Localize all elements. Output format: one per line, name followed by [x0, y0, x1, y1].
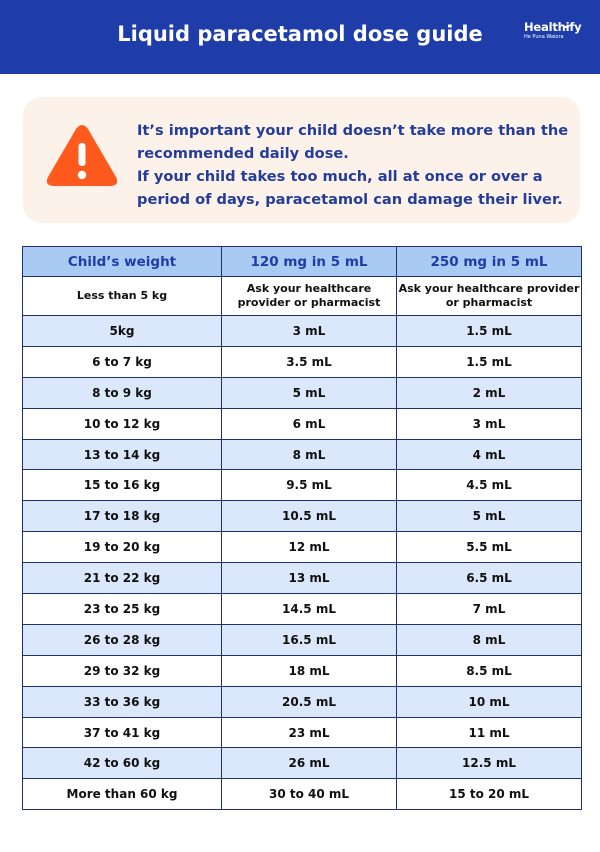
warning-box: [23, 97, 580, 223]
warning-triangle-icon: [45, 124, 119, 188]
page-title: Liquid paracetamol dose guide: [117, 22, 483, 46]
logo-subtext: He Puna Waiora: [524, 34, 564, 40]
dose-250mg-cell: 1.5 mL: [397, 316, 582, 347]
table-row: [23, 377, 582, 408]
dose-250mg-cell: 7 mL: [397, 594, 582, 625]
warning-text: [137, 119, 572, 211]
dose-120mg-cell: 3 mL: [222, 316, 397, 347]
table-row: [23, 470, 582, 501]
dose-120mg-cell: Ask your healthcare provider or pharmacist: [222, 277, 397, 316]
dose-table: [22, 246, 582, 810]
dose-120mg-cell: 5 mL: [222, 377, 397, 408]
dose-120mg-cell: 26 mL: [222, 748, 397, 779]
weight-cell: More than 60 kg: [23, 779, 222, 810]
weight-cell: Less than 5 kg: [23, 277, 222, 316]
logo-text: Healthify: [524, 20, 582, 34]
dose-250mg-cell: 6.5 mL: [397, 563, 582, 594]
dose-120mg-cell: 18 mL: [222, 655, 397, 686]
table-row: [23, 748, 582, 779]
dose-120mg-cell: 3.5 mL: [222, 346, 397, 377]
dose-120mg-cell: 8 mL: [222, 439, 397, 470]
table-row: [23, 501, 582, 532]
dose-250mg-cell: 3 mL: [397, 408, 582, 439]
weight-cell: 29 to 32 kg: [23, 655, 222, 686]
dose-120mg-cell: 30 to 40 mL: [222, 779, 397, 810]
table-row: [23, 277, 582, 316]
table-body: [23, 277, 582, 810]
dose-250mg-cell: 11 mL: [397, 717, 582, 748]
table-row: [23, 594, 582, 625]
healthify-logo[interactable]: [524, 21, 581, 41]
column-header-weight: Child’s weight: [23, 247, 222, 277]
dose-120mg-cell: 13 mL: [222, 563, 397, 594]
dose-250mg-cell: 5 mL: [397, 501, 582, 532]
table-row: [23, 439, 582, 470]
dose-120mg-cell: 6 mL: [222, 408, 397, 439]
table-row: [23, 532, 582, 563]
dose-250mg-cell: 1.5 mL: [397, 346, 582, 377]
dose-250mg-cell: 4.5 mL: [397, 470, 582, 501]
column-header-250mg: 250 mg in 5 mL: [397, 247, 582, 277]
weight-cell: 5kg: [23, 316, 222, 347]
weight-cell: 26 to 28 kg: [23, 624, 222, 655]
dose-250mg-cell: 10 mL: [397, 686, 582, 717]
dose-250mg-cell: 15 to 20 mL: [397, 779, 582, 810]
table-row: [23, 563, 582, 594]
table-row: [23, 655, 582, 686]
weight-cell: 6 to 7 kg: [23, 346, 222, 377]
dose-120mg-cell: 10.5 mL: [222, 501, 397, 532]
dose-120mg-cell: 20.5 mL: [222, 686, 397, 717]
weight-cell: 15 to 16 kg: [23, 470, 222, 501]
weight-cell: 13 to 14 kg: [23, 439, 222, 470]
column-header-120mg: 120 mg in 5 mL: [222, 247, 397, 277]
table-row: [23, 346, 582, 377]
weight-cell: 17 to 18 kg: [23, 501, 222, 532]
weight-cell: 8 to 9 kg: [23, 377, 222, 408]
weight-cell: 21 to 22 kg: [23, 563, 222, 594]
table-row: [23, 408, 582, 439]
weight-cell: 23 to 25 kg: [23, 594, 222, 625]
weight-cell: 19 to 20 kg: [23, 532, 222, 563]
dose-120mg-cell: 16.5 mL: [222, 624, 397, 655]
weight-cell: 33 to 36 kg: [23, 686, 222, 717]
dose-120mg-cell: 12 mL: [222, 532, 397, 563]
table-row: [23, 686, 582, 717]
dose-120mg-cell: 23 mL: [222, 717, 397, 748]
table-row: [23, 316, 582, 347]
dose-250mg-cell: 4 mL: [397, 439, 582, 470]
weight-cell: 42 to 60 kg: [23, 748, 222, 779]
dose-250mg-cell: 8.5 mL: [397, 655, 582, 686]
dose-250mg-cell: 5.5 mL: [397, 532, 582, 563]
dose-250mg-cell: 2 mL: [397, 377, 582, 408]
table-row: [23, 624, 582, 655]
dose-250mg-cell: 8 mL: [397, 624, 582, 655]
weight-cell: 10 to 12 kg: [23, 408, 222, 439]
dose-120mg-cell: 14.5 mL: [222, 594, 397, 625]
page-header: [0, 0, 600, 74]
warning-line: If your child takes too much, all at once or over a period of days, paracetamol can damage their liver.: [137, 168, 563, 208]
dose-120mg-cell: 9.5 mL: [222, 470, 397, 501]
dose-250mg-cell: Ask your healthcare provider or pharmacist: [397, 277, 582, 316]
table-row: [23, 717, 582, 748]
weight-cell: 37 to 41 kg: [23, 717, 222, 748]
dose-250mg-cell: 12.5 mL: [397, 748, 582, 779]
table-header-row: [23, 247, 582, 277]
table-row: [23, 779, 582, 810]
warning-line: It’s important your child doesn’t take more than the recommended daily dose.: [137, 122, 569, 162]
